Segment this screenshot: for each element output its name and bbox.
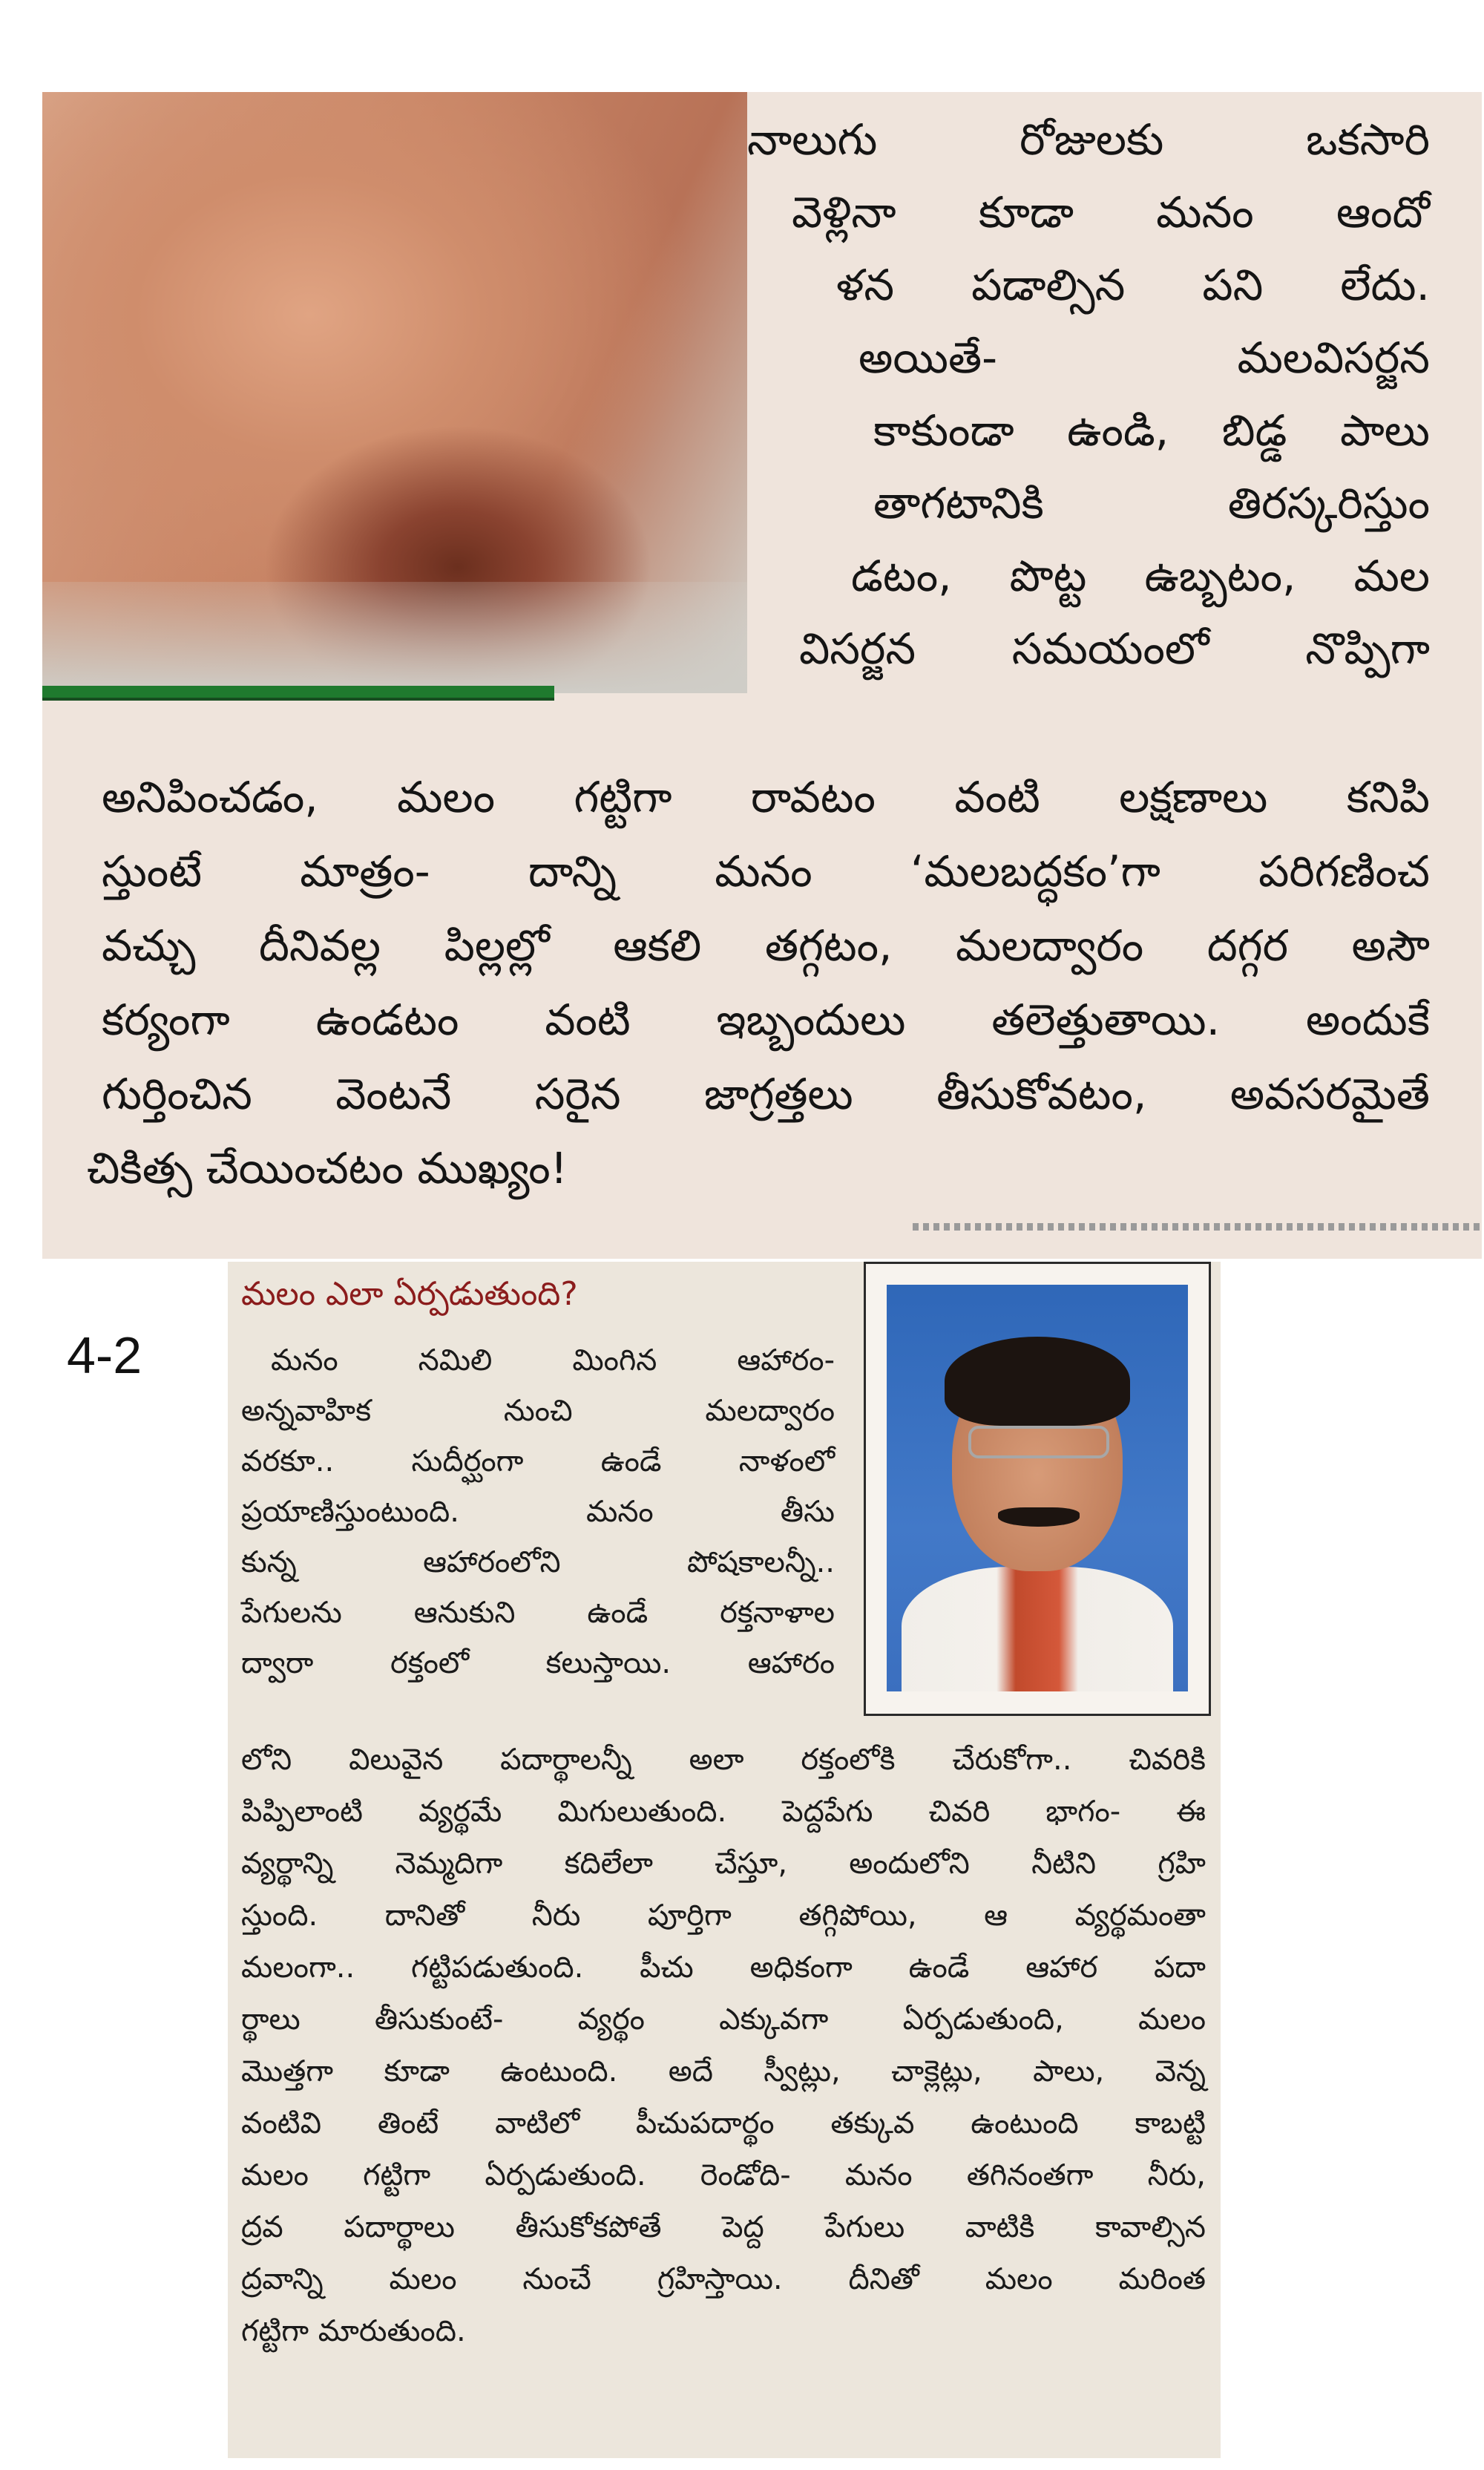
top-article-text: [42, 92, 1482, 1259]
text-line: స్తుంటే మాత్రం- దాన్ని మనం ‘మలబద్ధకం’గా పరిగణించ: [102, 846, 1430, 897]
text-line: ద్రవ పదార్థాలు తీసుకోకపోతే పెద్ద పేగులు వాటికి కావాల్సిన: [241, 2210, 1206, 2244]
portrait-glasses: [968, 1426, 1109, 1458]
text-line: ద్వారా రక్తంలో కలుస్తాయి. ఆహారం: [241, 1646, 835, 1680]
text-line: లోని విలువైన పదార్థాలన్నీ అలా రక్తంలోకి చేరుకోగా.. చివరికి: [241, 1743, 1206, 1777]
text-line: మలం గట్టిగా ఏర్పడుతుంది. రెండోది- మనం తగినంతగా నీరు,: [241, 2158, 1206, 2192]
text-line: స్తుంది. దానితో నీరు పూర్తిగా తగ్గిపోయి, ఆ వ్యర్థమంతా: [241, 1899, 1206, 1933]
text-line: పేగులను ఆనుకుని ఉండే రక్తనాళాల: [241, 1596, 835, 1630]
text-line: అనిపించడం, మలం గట్టిగా రావటం వంటి లక్షణాలు కనిపి: [102, 772, 1430, 822]
text-line: పిప్పిలాంటి వ్యర్థమే మిగులుతుంది. పెద్దపేగు చివరి భాగం- ఈ: [241, 1795, 1206, 1829]
portrait-photo: [887, 1285, 1188, 1691]
text-line: వంటివి తింటే వాటిలో పీచుపదార్థం తక్కువ ఉంటుంది కాబట్టి: [241, 2106, 1206, 2140]
dotted-divider: [913, 1223, 1484, 1231]
text-line: నాలుగు రోజులకు ఒకసారి: [747, 114, 1430, 165]
text-line: వ్యర్థాన్ని నెమ్మదిగా కదిలేలా చేస్తూ, అందులోని నీటిని గ్రహి: [241, 1847, 1206, 1881]
portrait-mustache: [998, 1507, 1080, 1527]
text-line: వచ్చు దీనివల్ల పిల్లల్లో ఆకలి తగ్గటం, మలద్వారం దగ్గర అసౌ: [102, 920, 1430, 971]
text-line: కాకుండా ఉండి, బిడ్డ పాలు: [873, 405, 1430, 456]
text-line: కున్న ఆహారంలోని పోషకాలన్నీ..: [241, 1545, 835, 1579]
top-article-clipping: [42, 92, 1482, 1259]
text-line: ప్రయాణిస్తుంటుంది. మనం తీసు: [241, 1495, 835, 1529]
text-line: వరకూ.. సుదీర్ఘంగా ఉండే నాళంలో: [241, 1444, 835, 1478]
text-line: మనం నమిలి మింగిన ఆహారం-: [271, 1343, 835, 1378]
text-line: కర్యంగా ఉండటం వంటి ఇబ్బందులు తలెత్తుతాయి. అందుకే: [102, 995, 1430, 1045]
text-line: గట్టిగా మారుతుంది.: [241, 2314, 466, 2348]
text-line: ర్థాలు తీసుకుంటే- వ్యర్థం ఎక్కువగా ఏర్పడుతుంది, మలం: [241, 2002, 1206, 2037]
portrait-hair: [945, 1337, 1130, 1426]
article-heading: మలం ఎలా ఏర్పడుతుంది?: [241, 1275, 578, 1313]
text-line: అయితే- మలవిసర్జన: [858, 332, 1430, 383]
page-label: 4-2: [67, 1326, 142, 1384]
text-line: ద్రవాన్ని మలం నుంచే గ్రహిస్తాయి. దీనితో మలం మరింత: [241, 2262, 1206, 2296]
text-line: మలంగా.. గట్టిపడుతుంది. పీచు అధికంగా ఉండే ఆహార పదా: [241, 1950, 1206, 1985]
text-line: చికిత్స చేయించటం ముఖ్యం!: [87, 1143, 568, 1193]
text-line: విసర్జన సమయంలో నొప్పిగా: [799, 623, 1430, 674]
sidebar-article-box: [228, 1262, 1221, 2458]
text-line: గుర్తించిన వెంటనే సరైన జాగ్రత్తలు తీసుకోవటం, అవసరమైతే: [102, 1069, 1430, 1119]
portrait-body: [902, 1567, 1173, 1691]
text-line: అన్నవాహిక నుంచి మలద్వారం: [241, 1394, 835, 1428]
text-line: మొత్తగా కూడా ఉంటుంది. అదే స్వీట్లు, చాక్లెట్లు, పాలు, వెన్న: [241, 2054, 1206, 2089]
text-line: డటం, పొట్ట ఉబ్బటం, మల: [851, 551, 1430, 601]
text-line: ళన పడాల్సిన పని లేదు.: [836, 260, 1430, 310]
doctor-portrait: [864, 1262, 1211, 1716]
text-line: వెళ్లినా కూడా మనం ఆందో: [792, 187, 1430, 238]
text-line: తాగటానికి తిరస్కరిస్తుం: [873, 478, 1430, 528]
